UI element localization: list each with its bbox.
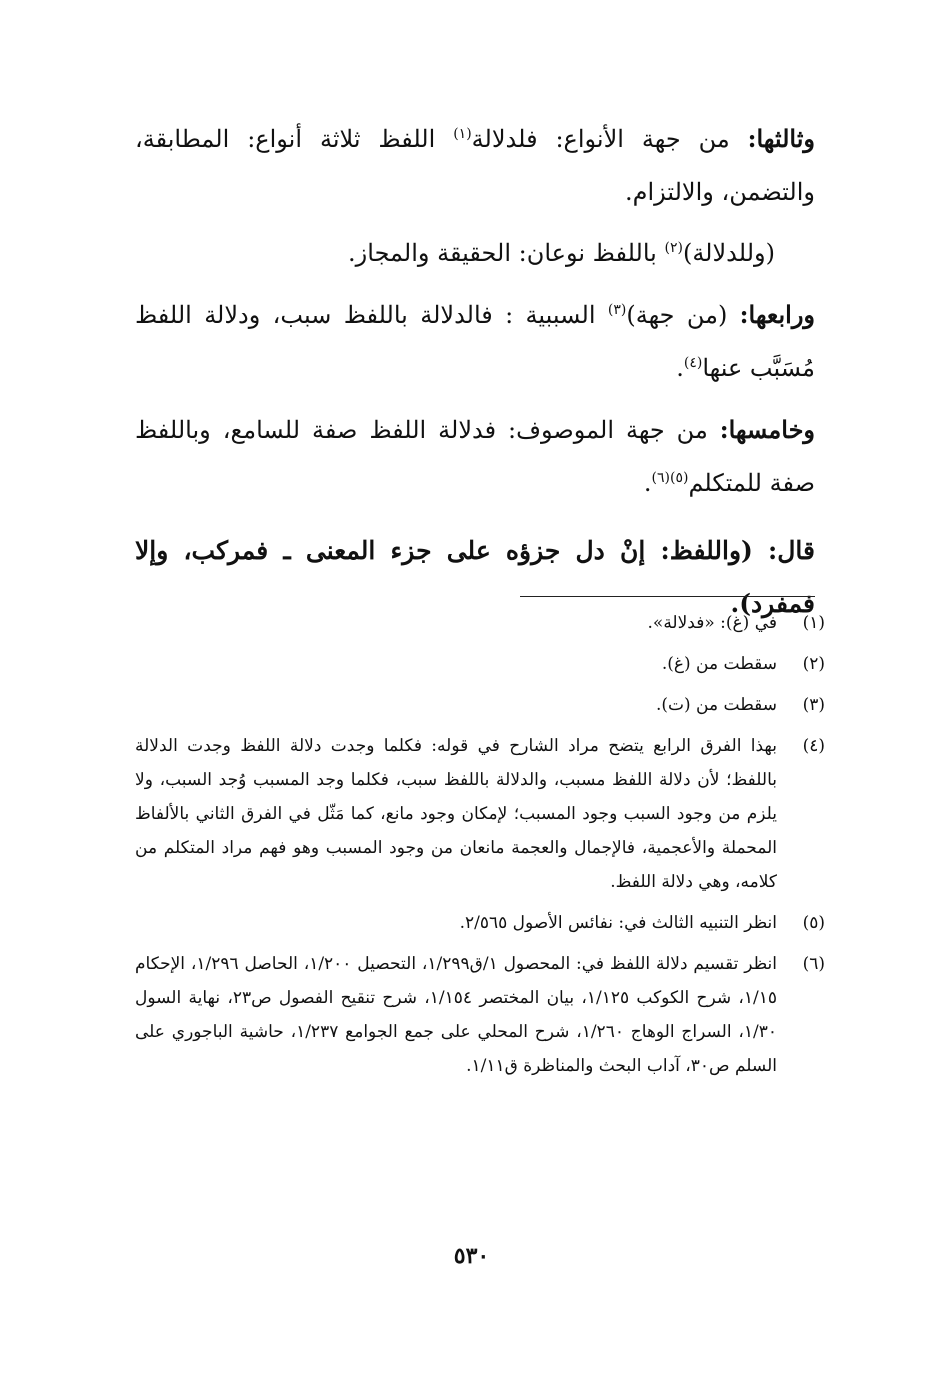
paragraph-dalala: [135, 227, 815, 280]
footnote-item: [135, 606, 825, 640]
footnote-text: سقطت من (ت).: [655, 695, 777, 715]
paragraph-text: .: [643, 469, 652, 497]
footnote-number: (١): [802, 613, 825, 633]
footnote-number: (٢): [802, 654, 825, 674]
footnote-text: سقطت من (غ).: [661, 654, 777, 674]
footnote-item: [135, 947, 825, 1083]
footnote-ref[interactable]: (٢): [664, 240, 683, 256]
footnote-number: (٥): [802, 913, 825, 933]
paragraph-text: من جهة الموصوف: فدلالة اللفظ صفة للسامع، وباللفظ صفة للمتكلم: [135, 416, 815, 497]
paragraph-fourth: [135, 288, 815, 395]
footnote-item: [135, 688, 825, 722]
paragraph-lead: وخامسها:: [719, 415, 815, 444]
footnote-text: في (غ): «فدلالة».: [647, 613, 777, 633]
main-text: [135, 112, 815, 638]
paragraph-text: (من جهة): [626, 301, 740, 329]
footnote-number: (٦): [802, 954, 825, 974]
paragraph-text: .: [676, 354, 684, 382]
footnotes: [135, 606, 825, 1090]
footnote-text: انظر تقسيم دلالة اللفظ في: المحصول ١/ق١/٢٩٩، التحصيل ١/٢٠٠، الحاصل ١/٢٩٦، الإحكام ١/١٥، شرح الكوكب ١/١٢٥، بيان المختصر ١/١٥٤، شرح تنقيح الفصول ص٢٣، نهاية السول ١/٣٠، السراج الوهاج ١/٢٦٠، شرح المحلي على جمع الجوامع ١/٢٣٧، حاشية الباجوري على السلم ص٣٠، آداب البحث والمناظرة ق١/١١.: [135, 954, 778, 1076]
footnote-text: انظر التنبيه الثالث في: نفائس الأصول ٢/٥٦٥.: [459, 913, 777, 933]
paragraph-text: من جهة الأنواع: فلدلالة: [471, 125, 748, 153]
footnote-item: [135, 647, 825, 681]
paragraph-lead: وثالثها:: [747, 124, 815, 153]
footnote-number: (٣): [802, 695, 825, 715]
footnote-text: بهذا الفرق الرابع يتضح مراد الشارح في قوله: فكلما وجدت دلالة اللفظ وجدت الدلالة باللفظ؛ لأن دلالة اللفظ مسبب، والدلالة باللفظ سبب، فكلما وجد المسبب وُجد السبب، ولا يلزم من وجود السبب وجود المسبب؛ لإمكان وجود مانع، كما مَثّل في الفرق الثاني بالألفاظ المحملة والأعجمية، فالإجمال والعجمة مانعان من وجود المسبب وهو فهم مراد المتكلم من كلامه، وهي دلالة اللفظ.: [135, 736, 777, 892]
paragraph-text: السببية : فالدلالة باللفظ سبب، ودلالة اللفظ مُسَبَّب عنها: [135, 301, 815, 382]
paragraph-lead: قال:: [768, 536, 815, 565]
page-number: ٥٣٠: [453, 1243, 490, 1269]
paragraph-text: (واللفظ: إنْ دل جزؤه على جزء المعنى ـ فمركب، وإلا فمفرد).: [135, 536, 815, 618]
footnote-separator: [520, 596, 815, 597]
footnote-ref[interactable]: (٣): [607, 302, 627, 318]
paragraph-text: اللفظ ثلاثة أنواع: المطابقة، والتضمن، والالتزام.: [135, 125, 815, 206]
paragraph-fifth: [135, 403, 815, 510]
footnote-number: (٤): [802, 736, 825, 756]
footnote-item: [135, 729, 825, 899]
paragraph-text: باللفظ نوعان: الحقيقة والمجاز.: [348, 239, 665, 267]
paragraph-lead: ورابعها:: [739, 300, 815, 329]
footnote-item: [135, 906, 825, 940]
footnote-ref[interactable]: (٤): [683, 355, 703, 371]
paragraph-text: (وللدلالة): [682, 239, 775, 267]
footnote-ref[interactable]: (١): [453, 126, 472, 142]
paragraph-third: [135, 112, 815, 219]
footnote-ref[interactable]: (٥)(٦): [651, 470, 689, 486]
